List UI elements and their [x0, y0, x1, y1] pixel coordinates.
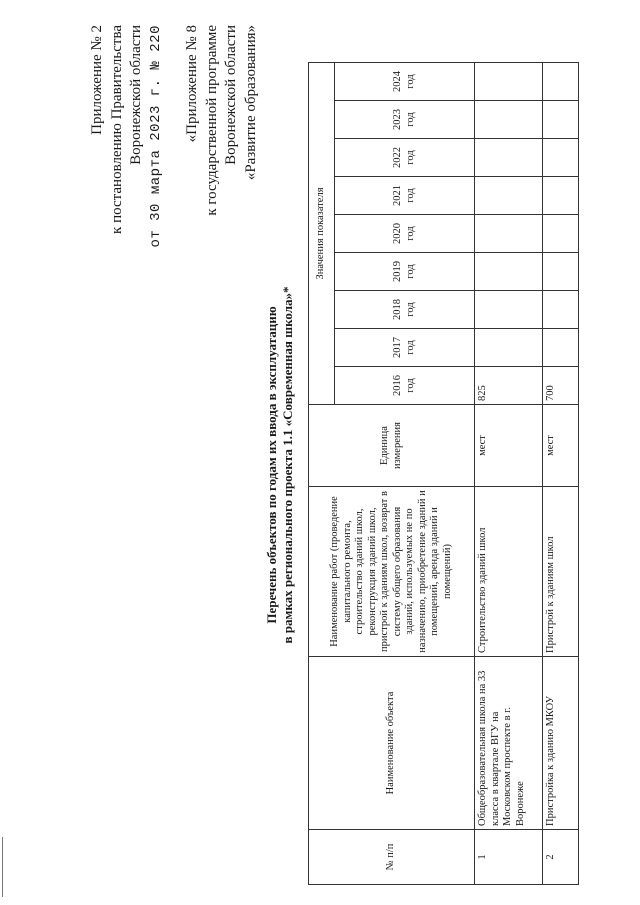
cell-value: 700 — [543, 367, 579, 405]
cell-value — [475, 291, 543, 329]
cell-value — [543, 177, 579, 215]
header-num: № п/п — [309, 830, 475, 885]
cell-value — [475, 253, 543, 291]
appendix-2-block — [88, 25, 166, 265]
cell-value — [475, 63, 543, 101]
cell-works: Строительство зданий школ — [475, 487, 543, 657]
cell-value — [475, 177, 543, 215]
header-year: 2018 год — [335, 291, 475, 329]
table-row — [475, 63, 543, 885]
cell-value — [475, 215, 543, 253]
appendix-2-line: к постановлению Правительства — [108, 25, 125, 234]
cell-value — [543, 291, 579, 329]
cell-value — [543, 329, 579, 367]
cell-value — [543, 139, 579, 177]
title-line-1: Перечень объектов по годам их ввода в эксплуатацию — [264, 306, 279, 624]
header-values-group: Значения показателя — [309, 63, 335, 405]
cell-object: Общеобразовательная школа на 33 класса в квартале ВГУ на Московском проспекте в г. Воронеже — [475, 657, 543, 830]
margin-rule — [2, 837, 3, 897]
header-year: 2023 год — [335, 101, 475, 139]
objects-table — [308, 62, 579, 885]
cell-works: Пристрой к зданиям школ — [543, 487, 579, 657]
decree-date-line: от 30 марта 2023 г. № 220 — [147, 25, 164, 248]
header-row — [309, 63, 335, 885]
header-year: 2017 год — [335, 329, 475, 367]
appendix-8-line: к государственной программе — [203, 25, 220, 216]
cell-num: 2 — [543, 830, 579, 885]
title-line-2: в рамках регионального проекта 1.1 «Современная школа»* — [280, 286, 295, 644]
appendix-2-line: Воронежской области — [128, 25, 144, 165]
table-row — [543, 63, 579, 885]
appendix-8-block — [183, 25, 261, 305]
document-title — [264, 255, 296, 675]
appendix-8-line: «Развитие образования» — [242, 25, 259, 181]
header-year: 2022 год — [335, 139, 475, 177]
cell-object: Пристройка к зданию МКОУ — [543, 657, 579, 830]
header-year: 2021 год — [335, 177, 475, 215]
cell-value — [543, 63, 579, 101]
cell-value — [543, 101, 579, 139]
header-year: 2024 год — [335, 63, 475, 101]
cell-value — [543, 253, 579, 291]
appendix-2-line: Приложение № 2 — [89, 25, 105, 135]
cell-value — [475, 101, 543, 139]
cell-value — [475, 139, 543, 177]
header-unit: Единица измерения — [309, 405, 475, 487]
cell-value — [543, 215, 579, 253]
appendix-8-line: «Приложение № 8 — [184, 25, 200, 143]
appendix-8-line: Воронежской области — [223, 25, 239, 165]
header-works: Наименование работ (проведение капитального ремонта, строительство зданий школ, реконструкция зданий школ, пристрой к зданиям школ, возврат в систему общего образования зданий, используемых не по назначению, приобретение зданий и помещений, аренда зданий и помещений) — [309, 487, 475, 657]
header-object: Наименование объекта — [309, 657, 475, 830]
cell-value: 825 — [475, 367, 543, 405]
header-year: 2020 год — [335, 215, 475, 253]
cell-unit: мест — [543, 405, 579, 487]
cell-unit: мест — [475, 405, 543, 487]
header-year: 2019 год — [335, 253, 475, 291]
cell-num: 1 — [475, 830, 543, 885]
header-year: 2016 год — [335, 367, 475, 405]
cell-value — [475, 329, 543, 367]
